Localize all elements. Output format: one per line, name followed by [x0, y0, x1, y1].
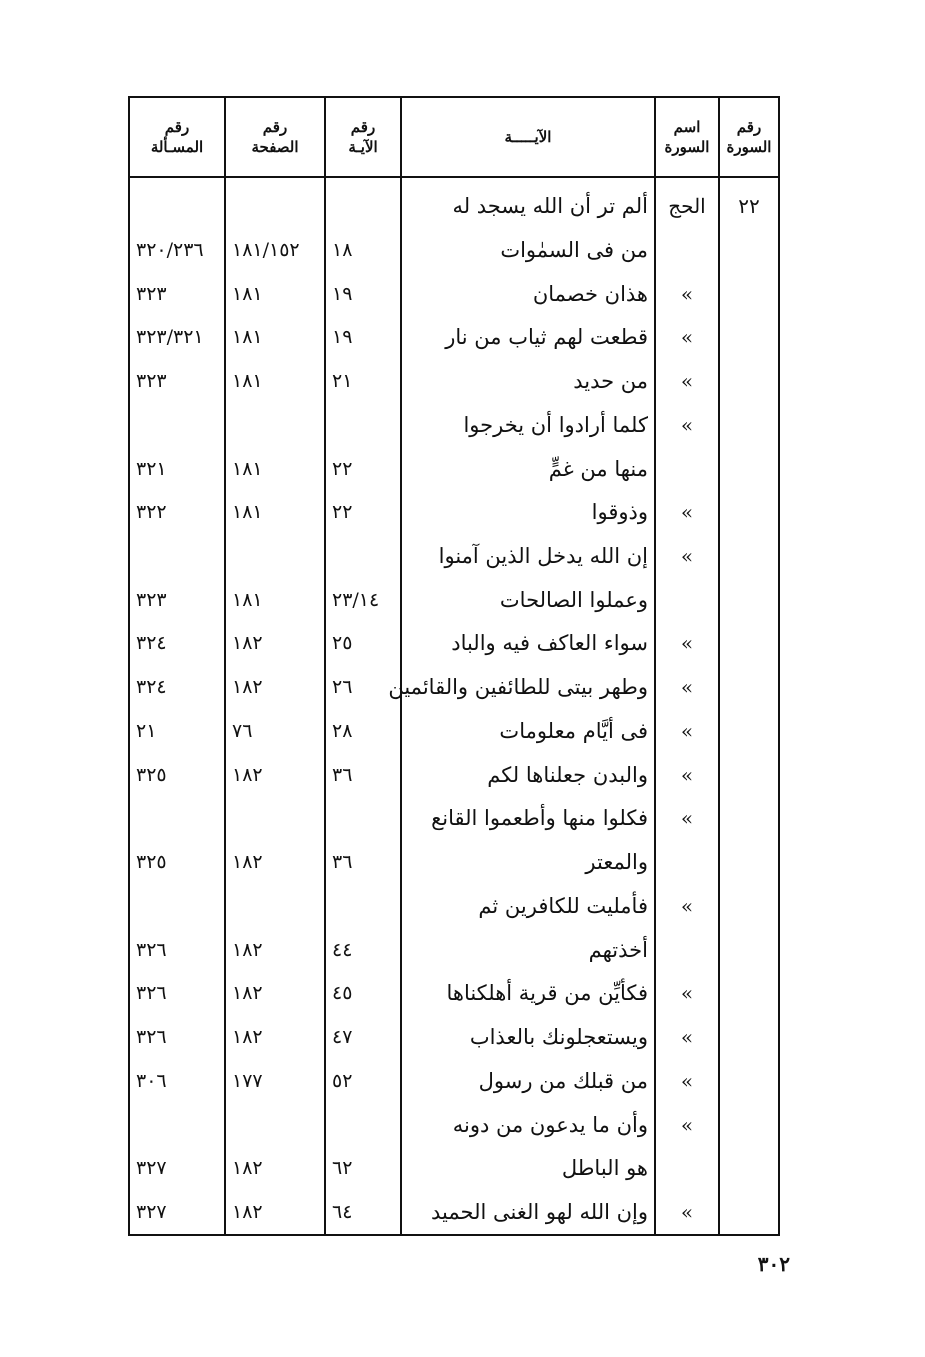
ayah-text-cell: فكأيِّن من قرية أهلكناها [401, 972, 655, 1016]
ayah-text-cell: كلما أرادوا أن يخرجوا [401, 403, 655, 447]
ayah-number-cell: ٢٥ [325, 622, 401, 666]
ayah-number-cell: ٣٦ [325, 753, 401, 797]
surah-name-cell: » [655, 272, 719, 316]
surah-number-cell [719, 403, 779, 447]
surah-name-cell: » [655, 884, 719, 928]
masala-number-cell: ٣٢٦ [129, 1015, 225, 1059]
surah-number-cell [719, 1059, 779, 1103]
ayah-text-cell: وعملوا الصالحات [401, 578, 655, 622]
surah-number-cell [719, 665, 779, 709]
masala-number-cell: ٣٠٦ [129, 1059, 225, 1103]
masala-number-cell: ٣٢٣ [129, 272, 225, 316]
table-row [129, 665, 779, 709]
page-number-cell: ١٨٢ [225, 1190, 325, 1235]
surah-name-cell: » [655, 1190, 719, 1235]
page-number-cell [225, 1103, 325, 1147]
surah-number-cell [719, 1103, 779, 1147]
page-number-cell: ١٨٢ [225, 622, 325, 666]
surah-number-cell [719, 972, 779, 1016]
masala-number-cell: ٣٢٣ [129, 359, 225, 403]
page-number-cell: ١٨١ [225, 447, 325, 491]
surah-number-cell [719, 272, 779, 316]
ayah-number-cell: ٢١ [325, 359, 401, 403]
ayah-text-cell: والمعتر [401, 840, 655, 884]
ayah-text-cell: وطهر بيتى للطائفين والقائمين [401, 665, 655, 709]
ayah-text-cell: منها من غمٍّ [401, 447, 655, 491]
header-surah-name: اسم السورة [655, 97, 719, 177]
surah-number-cell [719, 315, 779, 359]
page-number-cell: ١٨١ [225, 272, 325, 316]
masala-number-cell: ٣٢٤ [129, 622, 225, 666]
surah-name-cell: » [655, 490, 719, 534]
ayah-number-cell: ٤٤ [325, 928, 401, 972]
surah-number-cell [719, 709, 779, 753]
surah-name-cell: » [655, 1059, 719, 1103]
header-surah-number: رقم السورة [719, 97, 779, 177]
ayah-number-cell: ٤٥ [325, 972, 401, 1016]
surah-number-cell [719, 228, 779, 272]
surah-number-cell [719, 1190, 779, 1235]
table-row [129, 177, 779, 228]
ayah-text-cell: وذوقوا [401, 490, 655, 534]
surah-name-cell [655, 840, 719, 884]
table-row [129, 490, 779, 534]
page-number-cell [225, 177, 325, 228]
ayah-text-cell: من قبلك من رسول [401, 1059, 655, 1103]
header-page-number: رقم الصفحة [225, 97, 325, 177]
quran-verse-index-table [128, 96, 780, 1236]
table-row [129, 797, 779, 841]
page-number-cell: ١٨١ [225, 578, 325, 622]
masala-number-cell: ٢١ [129, 709, 225, 753]
page-number-cell [225, 797, 325, 841]
table-row [129, 840, 779, 884]
ayah-number-cell [325, 403, 401, 447]
ayah-text-cell: وأن ما يدعون من دونه [401, 1103, 655, 1147]
surah-name-cell [655, 228, 719, 272]
page-number-cell: ١٧٧ [225, 1059, 325, 1103]
ayah-number-cell: ٦٢ [325, 1146, 401, 1190]
surah-name-cell: الحج [655, 177, 719, 228]
ayah-number-cell: ٢٨ [325, 709, 401, 753]
surah-name-cell: » [655, 709, 719, 753]
surah-name-cell: » [655, 797, 719, 841]
surah-number-cell [719, 622, 779, 666]
ayah-text-cell: من حديد [401, 359, 655, 403]
surah-number-cell [719, 359, 779, 403]
ayah-number-cell: ١٩ [325, 272, 401, 316]
surah-name-cell: » [655, 753, 719, 797]
index-rows [129, 177, 779, 1235]
masala-number-cell [129, 403, 225, 447]
table-row [129, 447, 779, 491]
table-row [129, 403, 779, 447]
page-number-cell: ١٨١ [225, 490, 325, 534]
page-number-cell [225, 403, 325, 447]
page-number: ٣٠٢ [757, 1252, 790, 1276]
surah-number-cell [719, 534, 779, 578]
page-number-cell: ٧٦ [225, 709, 325, 753]
surah-name-cell: » [655, 315, 719, 359]
surah-number-cell [719, 753, 779, 797]
table-row [129, 1146, 779, 1190]
surah-name-cell: » [655, 972, 719, 1016]
ayah-number-cell: ٦٤ [325, 1190, 401, 1235]
page-number-cell: ١٨٢ [225, 753, 325, 797]
table-row [129, 272, 779, 316]
surah-number-cell [719, 490, 779, 534]
page-number-cell: ١٨٢ [225, 840, 325, 884]
ayah-text-cell: فى أيَّام معلومات [401, 709, 655, 753]
table-row [129, 709, 779, 753]
header-ayah-number: رقم الآيـة [325, 97, 401, 177]
ayah-text-cell: والبدن جعلناها لكم [401, 753, 655, 797]
surah-number-cell [719, 578, 779, 622]
ayah-text-cell: ألم تر أن الله يسجد له [401, 177, 655, 228]
table-row [129, 359, 779, 403]
table-row [129, 578, 779, 622]
masala-number-cell [129, 1103, 225, 1147]
surah-number-cell [719, 447, 779, 491]
page-number-cell: ١٨١ [225, 315, 325, 359]
ayah-text-cell: من فى السمٰوات [401, 228, 655, 272]
ayah-text-cell: أخذتهم [401, 928, 655, 972]
masala-number-cell: ٣٢٦ [129, 972, 225, 1016]
surah-name-cell: » [655, 534, 719, 578]
ayah-number-cell: ١٨ [325, 228, 401, 272]
surah-name-cell: » [655, 665, 719, 709]
table-row [129, 622, 779, 666]
surah-name-cell: » [655, 403, 719, 447]
table-row [129, 1015, 779, 1059]
ayah-number-cell: ٣٦ [325, 840, 401, 884]
table-row [129, 1059, 779, 1103]
header-row [129, 97, 779, 177]
masala-number-cell: ٣٢٠/٢٣٦ [129, 228, 225, 272]
surah-name-cell: » [655, 359, 719, 403]
table-row [129, 1190, 779, 1235]
table-row [129, 884, 779, 928]
table-row [129, 315, 779, 359]
ayah-number-cell [325, 534, 401, 578]
ayah-text-cell: وإن الله لهو الغنى الحميد [401, 1190, 655, 1235]
ayah-number-cell [325, 1103, 401, 1147]
masala-number-cell: ٣٢٣/٣٢١ [129, 315, 225, 359]
surah-name-cell: » [655, 1103, 719, 1147]
ayah-text-cell: إن الله يدخل الذين آمنوا [401, 534, 655, 578]
masala-number-cell: ٣٢٧ [129, 1146, 225, 1190]
masala-number-cell [129, 884, 225, 928]
ayah-number-cell: ٥٢ [325, 1059, 401, 1103]
surah-name-cell [655, 1146, 719, 1190]
ayah-text-cell: قطعت لهم ثياب من نار [401, 315, 655, 359]
ayah-number-cell [325, 797, 401, 841]
page-number-cell [225, 884, 325, 928]
masala-number-cell: ٣٢٥ [129, 753, 225, 797]
surah-number-cell [719, 884, 779, 928]
surah-number-cell [719, 840, 779, 884]
surah-number-cell [719, 928, 779, 972]
page-number-cell [225, 534, 325, 578]
ayah-number-cell [325, 884, 401, 928]
ayah-number-cell: ٢٢ [325, 447, 401, 491]
masala-number-cell: ٣٢٦ [129, 928, 225, 972]
ayah-text-cell: ويستعجلونك بالعذاب [401, 1015, 655, 1059]
page-number-cell: ١٨٢ [225, 972, 325, 1016]
ayah-number-cell: ٢٣/١٤ [325, 578, 401, 622]
masala-number-cell: ٣٢٢ [129, 490, 225, 534]
page-number-cell: ١٨١ [225, 359, 325, 403]
surah-number-cell [719, 1015, 779, 1059]
table-row [129, 534, 779, 578]
table-row [129, 1103, 779, 1147]
page-number-cell: ١٨١/١٥٢ [225, 228, 325, 272]
table-row [129, 928, 779, 972]
surah-number-cell [719, 797, 779, 841]
header-masala-number: رقم المسـألة [129, 97, 225, 177]
surah-name-cell [655, 447, 719, 491]
page-number-cell: ١٨٢ [225, 665, 325, 709]
surah-number-cell [719, 1146, 779, 1190]
header-ayah: الآيـــــة [401, 97, 655, 177]
ayah-text-cell: هذان خصمان [401, 272, 655, 316]
surah-number-cell: ٢٢ [719, 177, 779, 228]
ayah-number-cell: ٢٦ [325, 665, 401, 709]
table-row [129, 972, 779, 1016]
ayah-text-cell: سواء العاكف فيه والباد [401, 622, 655, 666]
masala-number-cell [129, 177, 225, 228]
ayah-number-cell: ٤٧ [325, 1015, 401, 1059]
page-number-cell: ١٨٢ [225, 1015, 325, 1059]
masala-number-cell [129, 797, 225, 841]
masala-number-cell: ٣٢٤ [129, 665, 225, 709]
page-number-cell: ١٨٢ [225, 928, 325, 972]
ayah-number-cell: ٢٢ [325, 490, 401, 534]
surah-name-cell: » [655, 622, 719, 666]
masala-number-cell [129, 534, 225, 578]
surah-name-cell: » [655, 1015, 719, 1059]
ayah-number-cell [325, 177, 401, 228]
ayah-text-cell: فأمليت للكافرين ثم [401, 884, 655, 928]
ayah-number-cell: ١٩ [325, 315, 401, 359]
ayah-text-cell: فكلوا منها وأطعموا القانع [401, 797, 655, 841]
ayah-text-cell: هو الباطل [401, 1146, 655, 1190]
masala-number-cell: ٣٢٧ [129, 1190, 225, 1235]
masala-number-cell: ٣٢٣ [129, 578, 225, 622]
surah-name-cell [655, 578, 719, 622]
masala-number-cell: ٣٢١ [129, 447, 225, 491]
surah-name-cell [655, 928, 719, 972]
table-row [129, 753, 779, 797]
page-number-cell: ١٨٢ [225, 1146, 325, 1190]
table-row [129, 228, 779, 272]
masala-number-cell: ٣٢٥ [129, 840, 225, 884]
